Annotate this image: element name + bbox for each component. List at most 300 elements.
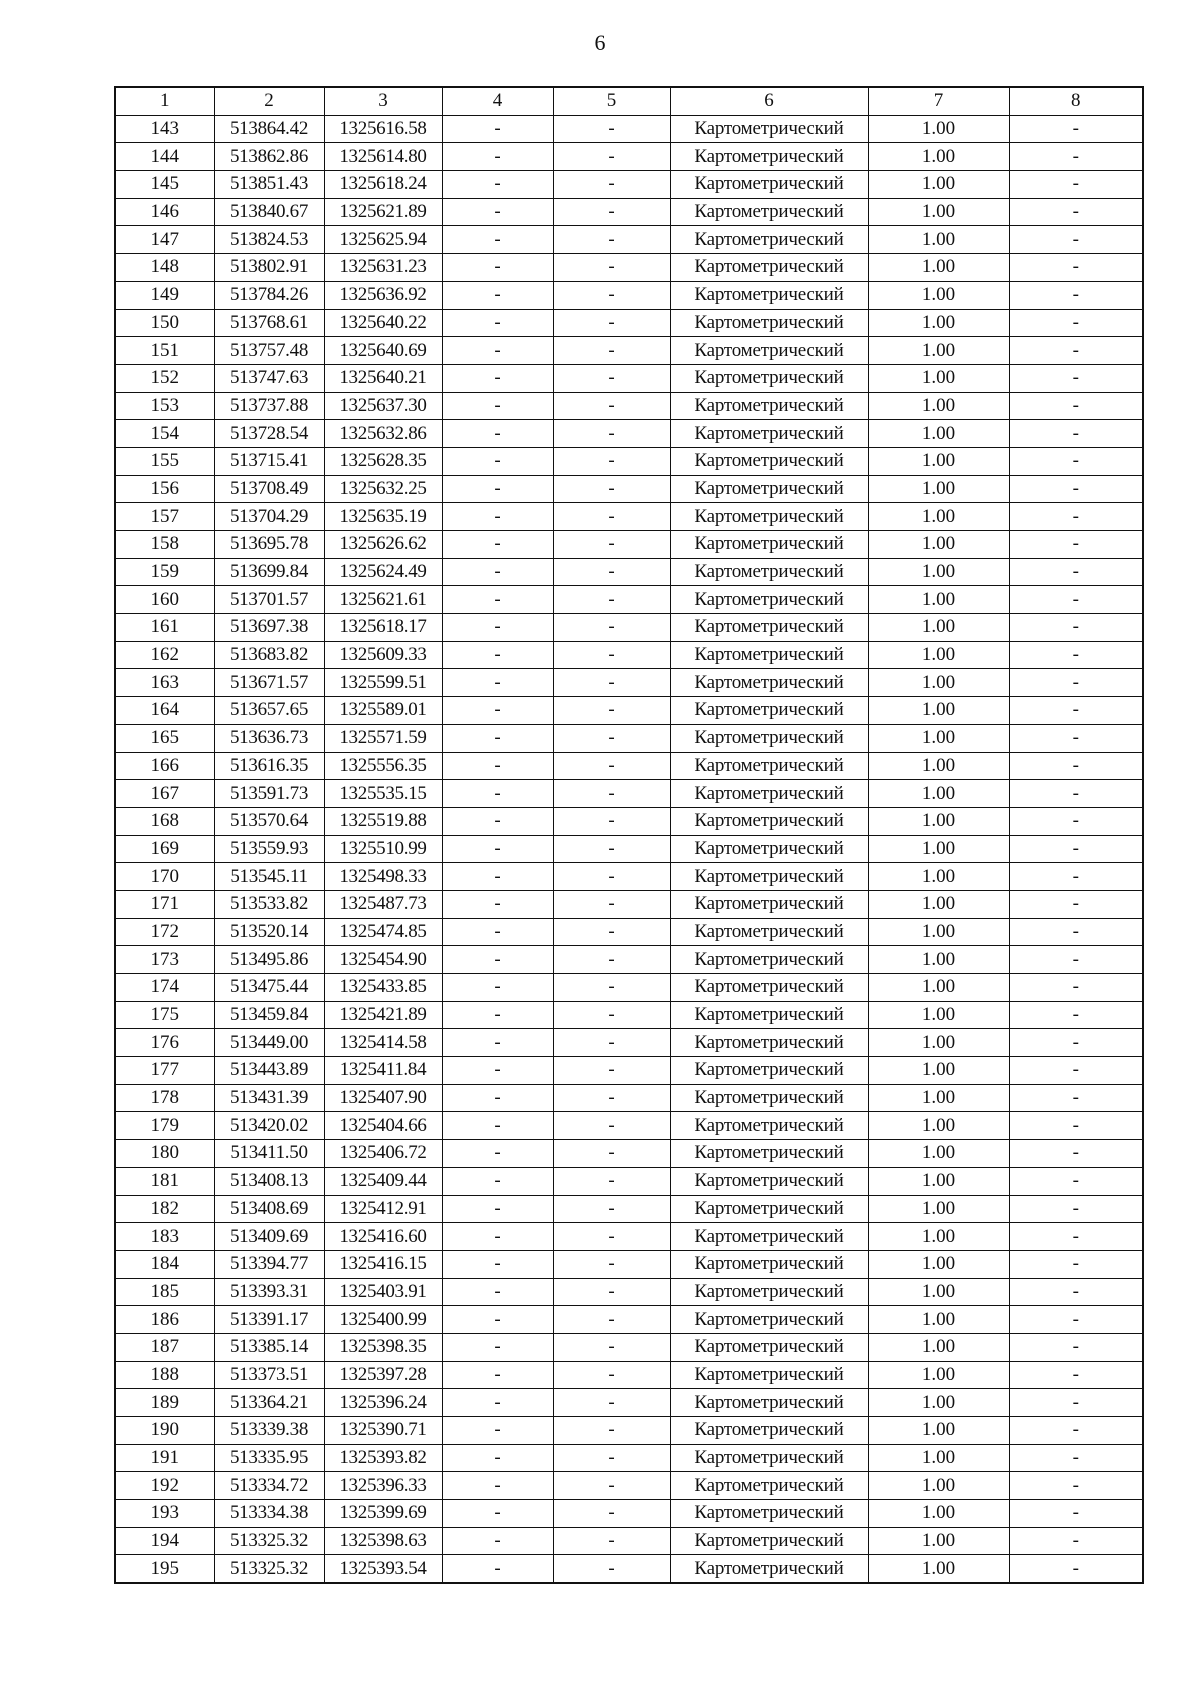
accuracy-cell: 1.00 <box>868 531 1009 559</box>
col4-cell: - <box>442 1250 553 1278</box>
accuracy-cell: 1.00 <box>868 697 1009 725</box>
accuracy-cell: 1.00 <box>868 1444 1009 1472</box>
y-coordinate-cell: 1325399.69 <box>324 1500 442 1528</box>
col5-cell: - <box>553 918 670 946</box>
col5-cell: - <box>553 364 670 392</box>
col4-cell: - <box>442 226 553 254</box>
col4-cell: - <box>442 392 553 420</box>
accuracy-cell: 1.00 <box>868 503 1009 531</box>
col4-cell: - <box>442 531 553 559</box>
col8-cell: - <box>1009 1500 1143 1528</box>
col4-cell: - <box>442 1278 553 1306</box>
point-number-cell: 154 <box>115 420 214 448</box>
x-coordinate-cell: 513411.50 <box>214 1140 324 1168</box>
point-number-cell: 194 <box>115 1527 214 1555</box>
y-coordinate-cell: 1325407.90 <box>324 1084 442 1112</box>
point-number-cell: 151 <box>115 337 214 365</box>
col4-cell: - <box>442 475 553 503</box>
accuracy-cell: 1.00 <box>868 1195 1009 1223</box>
x-coordinate-cell: 513570.64 <box>214 807 324 835</box>
col5-cell: - <box>553 586 670 614</box>
accuracy-cell: 1.00 <box>868 475 1009 503</box>
x-coordinate-cell: 513495.86 <box>214 946 324 974</box>
col8-cell: - <box>1009 697 1143 725</box>
point-number-cell: 175 <box>115 1001 214 1029</box>
col5-cell: - <box>553 724 670 752</box>
y-coordinate-cell: 1325409.44 <box>324 1167 442 1195</box>
point-number-cell: 178 <box>115 1084 214 1112</box>
table-row <box>115 309 1143 337</box>
col8-cell: - <box>1009 531 1143 559</box>
x-coordinate-cell: 513325.32 <box>214 1527 324 1555</box>
col8-cell: - <box>1009 1527 1143 1555</box>
col5-cell: - <box>553 1361 670 1389</box>
col5-cell: - <box>553 1555 670 1583</box>
col8-cell: - <box>1009 281 1143 309</box>
point-number-cell: 191 <box>115 1444 214 1472</box>
col5-cell: - <box>553 1029 670 1057</box>
method-cell: Картометрический <box>670 918 868 946</box>
accuracy-cell: 1.00 <box>868 364 1009 392</box>
table-row <box>115 614 1143 642</box>
point-number-cell: 181 <box>115 1167 214 1195</box>
y-coordinate-cell: 1325416.15 <box>324 1250 442 1278</box>
col5-cell: - <box>553 475 670 503</box>
col4-cell: - <box>442 309 553 337</box>
col4-cell: - <box>442 1527 553 1555</box>
method-cell: Картометрический <box>670 1472 868 1500</box>
y-coordinate-cell: 1325411.84 <box>324 1057 442 1085</box>
method-cell: Картометрический <box>670 724 868 752</box>
col5-cell: - <box>553 226 670 254</box>
col8-cell: - <box>1009 503 1143 531</box>
x-coordinate-cell: 513784.26 <box>214 281 324 309</box>
col5-cell: - <box>553 171 670 199</box>
col4-cell: - <box>442 1333 553 1361</box>
method-cell: Картометрический <box>670 1361 868 1389</box>
point-number-cell: 188 <box>115 1361 214 1389</box>
method-cell: Картометрический <box>670 281 868 309</box>
accuracy-cell: 1.00 <box>868 669 1009 697</box>
col5-cell: - <box>553 309 670 337</box>
y-coordinate-cell: 1325396.24 <box>324 1389 442 1417</box>
col4-cell: - <box>442 1195 553 1223</box>
method-cell: Картометрический <box>670 143 868 171</box>
accuracy-cell: 1.00 <box>868 1250 1009 1278</box>
x-coordinate-cell: 513840.67 <box>214 198 324 226</box>
method-cell: Картометрический <box>670 198 868 226</box>
col8-cell: - <box>1009 337 1143 365</box>
y-coordinate-cell: 1325640.21 <box>324 364 442 392</box>
col5-cell: - <box>553 974 670 1002</box>
y-coordinate-cell: 1325474.85 <box>324 918 442 946</box>
point-number-cell: 189 <box>115 1389 214 1417</box>
table-row <box>115 115 1143 143</box>
method-cell: Картометрический <box>670 1333 868 1361</box>
accuracy-cell: 1.00 <box>868 974 1009 1002</box>
col5-cell: - <box>553 780 670 808</box>
y-coordinate-cell: 1325390.71 <box>324 1417 442 1445</box>
point-number-cell: 158 <box>115 531 214 559</box>
y-coordinate-cell: 1325621.61 <box>324 586 442 614</box>
method-cell: Картометрический <box>670 226 868 254</box>
x-coordinate-cell: 513559.93 <box>214 835 324 863</box>
point-number-cell: 169 <box>115 835 214 863</box>
point-number-cell: 157 <box>115 503 214 531</box>
point-number-cell: 149 <box>115 281 214 309</box>
y-coordinate-cell: 1325535.15 <box>324 780 442 808</box>
table-row <box>115 1500 1143 1528</box>
col5-cell: - <box>553 1112 670 1140</box>
table-row <box>115 531 1143 559</box>
col4-cell: - <box>442 1084 553 1112</box>
col5-cell: - <box>553 1278 670 1306</box>
table-row <box>115 420 1143 448</box>
x-coordinate-cell: 513708.49 <box>214 475 324 503</box>
point-number-cell: 145 <box>115 171 214 199</box>
point-number-cell: 171 <box>115 890 214 918</box>
col5-cell: - <box>553 1140 670 1168</box>
col8-cell: - <box>1009 1278 1143 1306</box>
accuracy-cell: 1.00 <box>868 1029 1009 1057</box>
x-coordinate-cell: 513824.53 <box>214 226 324 254</box>
col8-cell: - <box>1009 1029 1143 1057</box>
col8-cell: - <box>1009 1444 1143 1472</box>
col4-cell: - <box>442 420 553 448</box>
col8-cell: - <box>1009 1361 1143 1389</box>
method-cell: Картометрический <box>670 1278 868 1306</box>
y-coordinate-cell: 1325618.17 <box>324 614 442 642</box>
point-number-cell: 173 <box>115 946 214 974</box>
x-coordinate-cell: 513864.42 <box>214 115 324 143</box>
col4-cell: - <box>442 1140 553 1168</box>
col5-cell: - <box>553 946 670 974</box>
col5-cell: - <box>553 1527 670 1555</box>
accuracy-cell: 1.00 <box>868 171 1009 199</box>
method-cell: Картометрический <box>670 1527 868 1555</box>
y-coordinate-cell: 1325487.73 <box>324 890 442 918</box>
col8-cell: - <box>1009 641 1143 669</box>
col5-cell: - <box>553 337 670 365</box>
y-coordinate-cell: 1325398.35 <box>324 1333 442 1361</box>
y-coordinate-cell: 1325510.99 <box>324 835 442 863</box>
table-row <box>115 807 1143 835</box>
col4-cell: - <box>442 807 553 835</box>
y-coordinate-cell: 1325640.22 <box>324 309 442 337</box>
x-coordinate-cell: 513728.54 <box>214 420 324 448</box>
point-number-cell: 148 <box>115 254 214 282</box>
x-coordinate-cell: 513449.00 <box>214 1029 324 1057</box>
col4-cell: - <box>442 171 553 199</box>
col8-cell: - <box>1009 171 1143 199</box>
method-cell: Картометрический <box>670 835 868 863</box>
accuracy-cell: 1.00 <box>868 780 1009 808</box>
col8-cell: - <box>1009 1112 1143 1140</box>
y-coordinate-cell: 1325400.99 <box>324 1306 442 1334</box>
method-cell: Картометрический <box>670 1140 868 1168</box>
table-row <box>115 1472 1143 1500</box>
table-row <box>115 392 1143 420</box>
col8-cell: - <box>1009 890 1143 918</box>
col8-cell: - <box>1009 807 1143 835</box>
col5-cell: - <box>553 198 670 226</box>
point-number-cell: 185 <box>115 1278 214 1306</box>
y-coordinate-cell: 1325556.35 <box>324 752 442 780</box>
method-cell: Картометрический <box>670 1389 868 1417</box>
col4-cell: - <box>442 198 553 226</box>
method-cell: Картометрический <box>670 697 868 725</box>
accuracy-cell: 1.00 <box>868 752 1009 780</box>
x-coordinate-cell: 513520.14 <box>214 918 324 946</box>
page-number: 6 <box>594 30 606 55</box>
x-coordinate-cell: 513335.95 <box>214 1444 324 1472</box>
point-number-cell: 150 <box>115 309 214 337</box>
coordinates-table <box>114 86 1144 1584</box>
x-coordinate-cell: 513475.44 <box>214 974 324 1002</box>
x-coordinate-cell: 513334.38 <box>214 1500 324 1528</box>
point-number-cell: 166 <box>115 752 214 780</box>
col8-cell: - <box>1009 586 1143 614</box>
method-cell: Картометрический <box>670 392 868 420</box>
col4-cell: - <box>442 1057 553 1085</box>
x-coordinate-cell: 513699.84 <box>214 558 324 586</box>
header-cell: 6 <box>670 87 868 115</box>
y-coordinate-cell: 1325412.91 <box>324 1195 442 1223</box>
x-coordinate-cell: 513715.41 <box>214 447 324 475</box>
table-row <box>115 697 1143 725</box>
col4-cell: - <box>442 974 553 1002</box>
col8-cell: - <box>1009 1306 1143 1334</box>
col5-cell: - <box>553 1195 670 1223</box>
method-cell: Картометрический <box>670 503 868 531</box>
table-row <box>115 1555 1143 1583</box>
x-coordinate-cell: 513420.02 <box>214 1112 324 1140</box>
col5-cell: - <box>553 1444 670 1472</box>
method-cell: Картометрический <box>670 1112 868 1140</box>
method-cell: Картометрический <box>670 1444 868 1472</box>
col8-cell: - <box>1009 724 1143 752</box>
x-coordinate-cell: 513339.38 <box>214 1417 324 1445</box>
col4-cell: - <box>442 503 553 531</box>
point-number-cell: 163 <box>115 669 214 697</box>
point-number-cell: 186 <box>115 1306 214 1334</box>
accuracy-cell: 1.00 <box>868 226 1009 254</box>
col8-cell: - <box>1009 1140 1143 1168</box>
col4-cell: - <box>442 669 553 697</box>
col5-cell: - <box>553 392 670 420</box>
col5-cell: - <box>553 254 670 282</box>
y-coordinate-cell: 1325571.59 <box>324 724 442 752</box>
table-row <box>115 254 1143 282</box>
x-coordinate-cell: 513695.78 <box>214 531 324 559</box>
x-coordinate-cell: 513409.69 <box>214 1223 324 1251</box>
accuracy-cell: 1.00 <box>868 1500 1009 1528</box>
x-coordinate-cell: 513393.31 <box>214 1278 324 1306</box>
col8-cell: - <box>1009 309 1143 337</box>
x-coordinate-cell: 513697.38 <box>214 614 324 642</box>
table-row <box>115 364 1143 392</box>
col8-cell: - <box>1009 946 1143 974</box>
table-row <box>115 1112 1143 1140</box>
point-number-cell: 167 <box>115 780 214 808</box>
method-cell: Картометрический <box>670 337 868 365</box>
method-cell: Картометрический <box>670 1057 868 1085</box>
col5-cell: - <box>553 614 670 642</box>
accuracy-cell: 1.00 <box>868 447 1009 475</box>
accuracy-cell: 1.00 <box>868 1112 1009 1140</box>
col8-cell: - <box>1009 226 1143 254</box>
accuracy-cell: 1.00 <box>868 1001 1009 1029</box>
method-cell: Картометрический <box>670 1084 868 1112</box>
method-cell: Картометрический <box>670 946 868 974</box>
col5-cell: - <box>553 143 670 171</box>
accuracy-cell: 1.00 <box>868 143 1009 171</box>
col8-cell: - <box>1009 1167 1143 1195</box>
col4-cell: - <box>442 1306 553 1334</box>
accuracy-cell: 1.00 <box>868 724 1009 752</box>
method-cell: Картометрический <box>670 1029 868 1057</box>
x-coordinate-cell: 513737.88 <box>214 392 324 420</box>
y-coordinate-cell: 1325621.89 <box>324 198 442 226</box>
x-coordinate-cell: 513391.17 <box>214 1306 324 1334</box>
col8-cell: - <box>1009 918 1143 946</box>
y-coordinate-cell: 1325614.80 <box>324 143 442 171</box>
y-coordinate-cell: 1325403.91 <box>324 1278 442 1306</box>
col5-cell: - <box>553 890 670 918</box>
accuracy-cell: 1.00 <box>868 946 1009 974</box>
col5-cell: - <box>553 1306 670 1334</box>
col5-cell: - <box>553 807 670 835</box>
point-number-cell: 146 <box>115 198 214 226</box>
col5-cell: - <box>553 1084 670 1112</box>
col4-cell: - <box>442 752 553 780</box>
accuracy-cell: 1.00 <box>868 807 1009 835</box>
accuracy-cell: 1.00 <box>868 1084 1009 1112</box>
y-coordinate-cell: 1325396.33 <box>324 1472 442 1500</box>
table-row <box>115 669 1143 697</box>
point-number-cell: 152 <box>115 364 214 392</box>
accuracy-cell: 1.00 <box>868 1306 1009 1334</box>
x-coordinate-cell: 513802.91 <box>214 254 324 282</box>
table-row <box>115 558 1143 586</box>
method-cell: Картометрический <box>670 531 868 559</box>
point-number-cell: 187 <box>115 1333 214 1361</box>
x-coordinate-cell: 513757.48 <box>214 337 324 365</box>
col8-cell: - <box>1009 835 1143 863</box>
accuracy-cell: 1.00 <box>868 420 1009 448</box>
table-row <box>115 503 1143 531</box>
table-row <box>115 226 1143 254</box>
col8-cell: - <box>1009 392 1143 420</box>
col4-cell: - <box>442 780 553 808</box>
method-cell: Картометрический <box>670 1417 868 1445</box>
x-coordinate-cell: 513768.61 <box>214 309 324 337</box>
point-number-cell: 168 <box>115 807 214 835</box>
accuracy-cell: 1.00 <box>868 835 1009 863</box>
x-coordinate-cell: 513862.86 <box>214 143 324 171</box>
table-row <box>115 863 1143 891</box>
accuracy-cell: 1.00 <box>868 641 1009 669</box>
point-number-cell: 195 <box>115 1555 214 1583</box>
col4-cell: - <box>442 586 553 614</box>
header-cell: 8 <box>1009 87 1143 115</box>
accuracy-cell: 1.00 <box>868 1417 1009 1445</box>
table-row <box>115 1140 1143 1168</box>
accuracy-cell: 1.00 <box>868 1278 1009 1306</box>
y-coordinate-cell: 1325406.72 <box>324 1140 442 1168</box>
y-coordinate-cell: 1325421.89 <box>324 1001 442 1029</box>
col4-cell: - <box>442 143 553 171</box>
accuracy-cell: 1.00 <box>868 392 1009 420</box>
point-number-cell: 170 <box>115 863 214 891</box>
point-number-cell: 182 <box>115 1195 214 1223</box>
table-row <box>115 1444 1143 1472</box>
y-coordinate-cell: 1325519.88 <box>324 807 442 835</box>
method-cell: Картометрический <box>670 780 868 808</box>
col4-cell: - <box>442 254 553 282</box>
col4-cell: - <box>442 337 553 365</box>
col5-cell: - <box>553 1001 670 1029</box>
accuracy-cell: 1.00 <box>868 1167 1009 1195</box>
method-cell: Картометрический <box>670 309 868 337</box>
accuracy-cell: 1.00 <box>868 586 1009 614</box>
col8-cell: - <box>1009 475 1143 503</box>
accuracy-cell: 1.00 <box>868 1555 1009 1583</box>
x-coordinate-cell: 513616.35 <box>214 752 324 780</box>
method-cell: Картометрический <box>670 641 868 669</box>
method-cell: Картометрический <box>670 115 868 143</box>
method-cell: Картометрический <box>670 1306 868 1334</box>
col4-cell: - <box>442 1223 553 1251</box>
y-coordinate-cell: 1325616.58 <box>324 115 442 143</box>
x-coordinate-cell: 513325.32 <box>214 1555 324 1583</box>
method-cell: Картометрический <box>670 752 868 780</box>
col5-cell: - <box>553 752 670 780</box>
col4-cell: - <box>442 115 553 143</box>
col4-cell: - <box>442 863 553 891</box>
method-cell: Картометрический <box>670 1167 868 1195</box>
accuracy-cell: 1.00 <box>868 254 1009 282</box>
accuracy-cell: 1.00 <box>868 918 1009 946</box>
col8-cell: - <box>1009 1001 1143 1029</box>
col4-cell: - <box>442 1029 553 1057</box>
col8-cell: - <box>1009 1555 1143 1583</box>
col4-cell: - <box>442 1001 553 1029</box>
point-number-cell: 184 <box>115 1250 214 1278</box>
x-coordinate-cell: 513545.11 <box>214 863 324 891</box>
table-row <box>115 835 1143 863</box>
method-cell: Картометрический <box>670 1250 868 1278</box>
col5-cell: - <box>553 503 670 531</box>
table-row <box>115 1527 1143 1555</box>
method-cell: Картометрический <box>670 974 868 1002</box>
col8-cell: - <box>1009 1084 1143 1112</box>
col8-cell: - <box>1009 420 1143 448</box>
table-row <box>115 918 1143 946</box>
col5-cell: - <box>553 1500 670 1528</box>
accuracy-cell: 1.00 <box>868 558 1009 586</box>
x-coordinate-cell: 513443.89 <box>214 1057 324 1085</box>
y-coordinate-cell: 1325626.62 <box>324 531 442 559</box>
table-row <box>115 586 1143 614</box>
y-coordinate-cell: 1325635.19 <box>324 503 442 531</box>
point-number-cell: 144 <box>115 143 214 171</box>
col4-cell: - <box>442 890 553 918</box>
point-number-cell: 147 <box>115 226 214 254</box>
col4-cell: - <box>442 1389 553 1417</box>
y-coordinate-cell: 1325416.60 <box>324 1223 442 1251</box>
col4-cell: - <box>442 1167 553 1195</box>
